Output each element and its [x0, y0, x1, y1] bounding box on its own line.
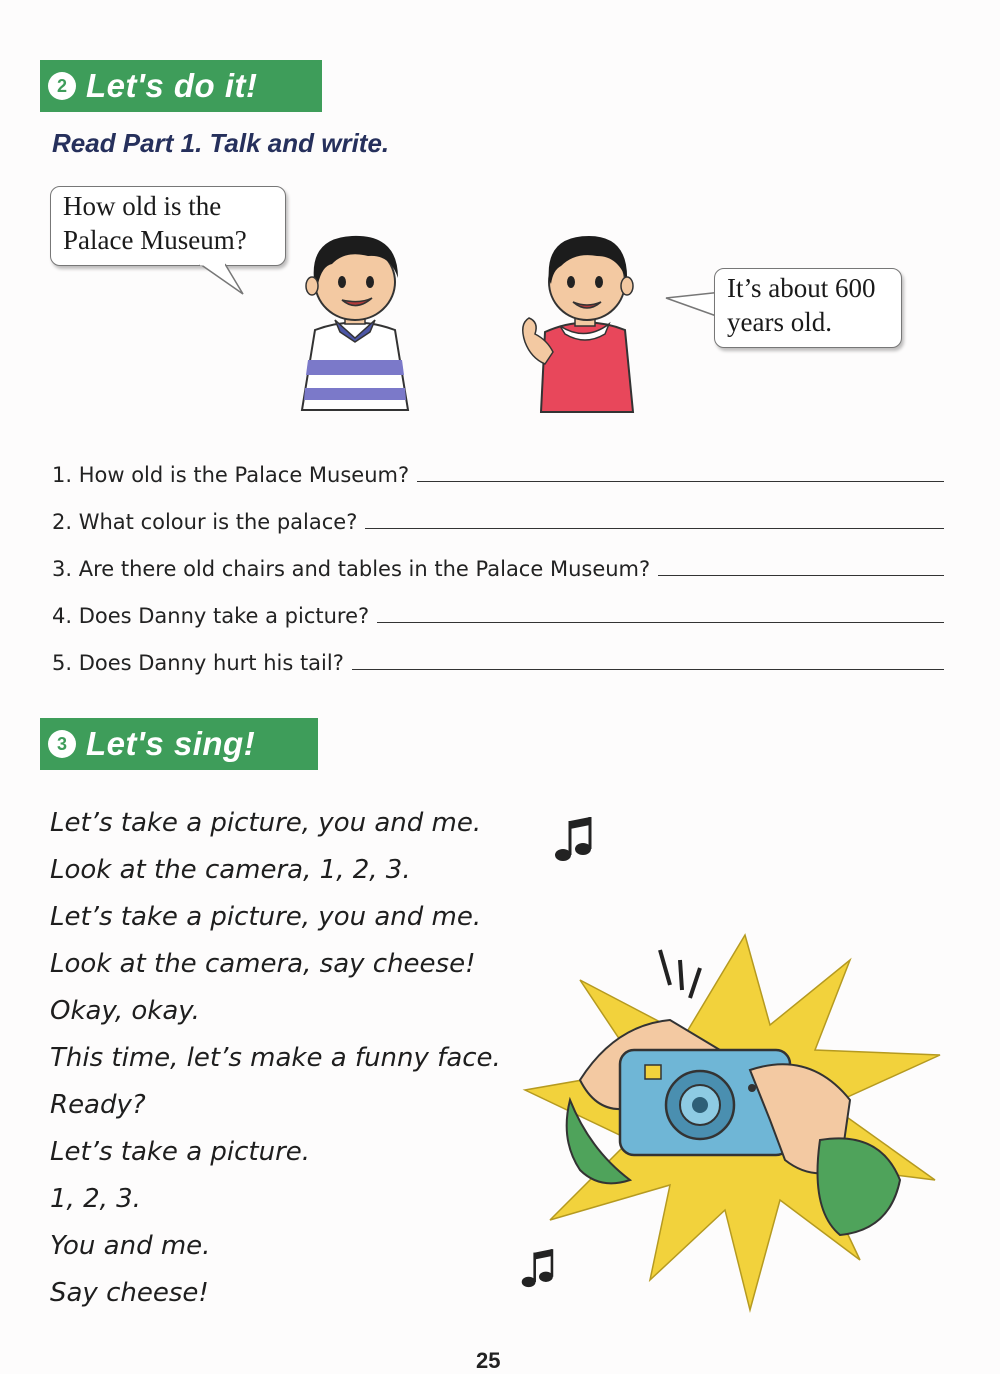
question-row: [52, 487, 944, 534]
song-lyrics: [50, 800, 501, 1317]
question-row: [52, 628, 944, 675]
page-number: 25: [476, 1348, 501, 1373]
answer-line[interactable]: [658, 575, 944, 576]
song-line: Say cheese!: [50, 1278, 209, 1308]
song-line: This time, let’s make a funny face.: [50, 1043, 501, 1073]
music-note-icon: [553, 815, 597, 865]
section-header-lets-do-it: [40, 60, 322, 112]
question-row: [52, 534, 944, 581]
song-line: Look at the camera, 1, 2, 3.: [50, 855, 411, 885]
answer-line[interactable]: [417, 481, 944, 482]
answer-line[interactable]: [365, 528, 944, 529]
boy-striped-shirt-illustration: [290, 220, 420, 410]
song-line: Let’s take a picture.: [50, 1137, 311, 1167]
section-title: Let's sing!: [86, 725, 256, 762]
camera-starburst-illustration: [520, 930, 950, 1320]
question-row: [52, 440, 944, 487]
bubble-line: It’s about 600: [727, 273, 876, 303]
question-text: 3. Are there old chairs and tables in the Palace Museum?: [52, 557, 651, 581]
song-line: Let’s take a picture, you and me.: [50, 902, 482, 932]
question-list: [52, 440, 944, 675]
song-line: Look at the camera, say cheese!: [50, 949, 476, 979]
question-text: 1. How old is the Palace Museum?: [52, 463, 410, 487]
bubble-line: Palace Museum?: [63, 225, 247, 255]
boy-red-hoodie-illustration: [505, 222, 655, 412]
question-text: 5. Does Danny hurt his tail?: [52, 651, 344, 675]
song-line: Let’s take a picture, you and me.: [50, 808, 482, 838]
section-number-badge: 3: [48, 730, 76, 758]
section-number-badge: 2: [48, 72, 76, 100]
song-line: Okay, okay.: [50, 996, 200, 1026]
section-header-lets-sing: [40, 718, 318, 770]
bubble-line: How old is the: [63, 191, 222, 221]
song-line: 1, 2, 3.: [50, 1184, 141, 1214]
question-text: 4. Does Danny take a picture?: [52, 604, 370, 628]
question-text: 2. What colour is the palace?: [52, 510, 358, 534]
section-title: Let's do it!: [86, 67, 258, 104]
question-row: [52, 581, 944, 628]
answer-line[interactable]: [377, 622, 944, 623]
bubble-line: years old.: [727, 307, 832, 337]
answer-line[interactable]: [352, 669, 944, 670]
speech-bubble-question: [50, 186, 286, 266]
song-line: You and me.: [50, 1231, 211, 1261]
instruction-text: Read Part 1. Talk and write.: [52, 128, 390, 158]
bubble-tail-left-icon: [195, 262, 255, 302]
speech-bubble-answer: [714, 268, 902, 348]
song-line: Ready?: [50, 1090, 146, 1120]
